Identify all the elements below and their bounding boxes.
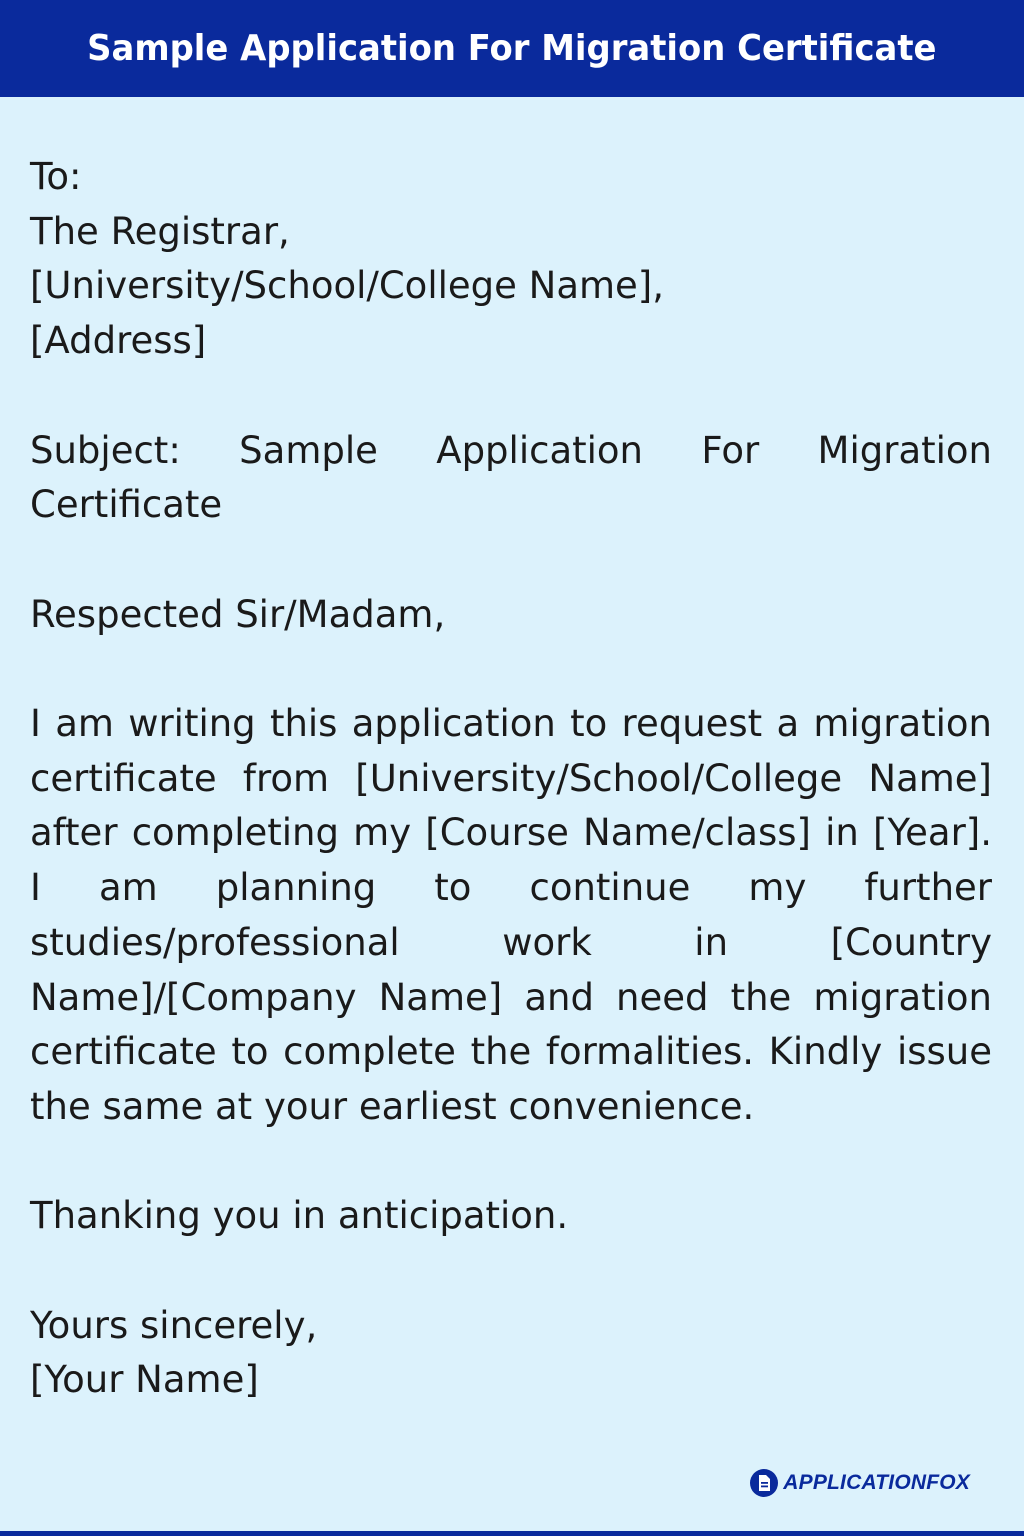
body-paragraph: I am writing this application to request a migration certificate from [University/School/College Name] after completing my [Course Name/class] in [Year]. I am planning to continue my further studies/professional work in [Country Name]/[Company Name] and need the migration certificate to complete the formalities. Kindly issue the same at your earliest convenience. [30, 701, 992, 1128]
page-title: Sample Application For Migration Certificate [87, 28, 937, 69]
thanks-line: Thanking you in anticipation. [30, 1194, 569, 1238]
document-icon [749, 1468, 779, 1498]
closing-line: Yours sincerely, [30, 1303, 318, 1347]
recipient-line: The Registrar, [30, 209, 290, 253]
header-banner [0, 0, 1024, 97]
address-line: [Address] [30, 319, 207, 363]
signature-line: [Your Name] [30, 1358, 259, 1402]
letter-body [30, 150, 992, 1408]
to-label: To: [30, 155, 82, 198]
brand-logo [749, 1468, 970, 1498]
institution-line: [University/School/College Name], [30, 264, 665, 308]
bottom-bar [0, 1531, 1024, 1536]
subject-line: Subject: Sample Application For Migration Certificate [30, 428, 992, 527]
brand-name: APPLICATIONFOX [783, 1471, 970, 1494]
salutation: Respected Sir/Madam, [30, 592, 446, 636]
